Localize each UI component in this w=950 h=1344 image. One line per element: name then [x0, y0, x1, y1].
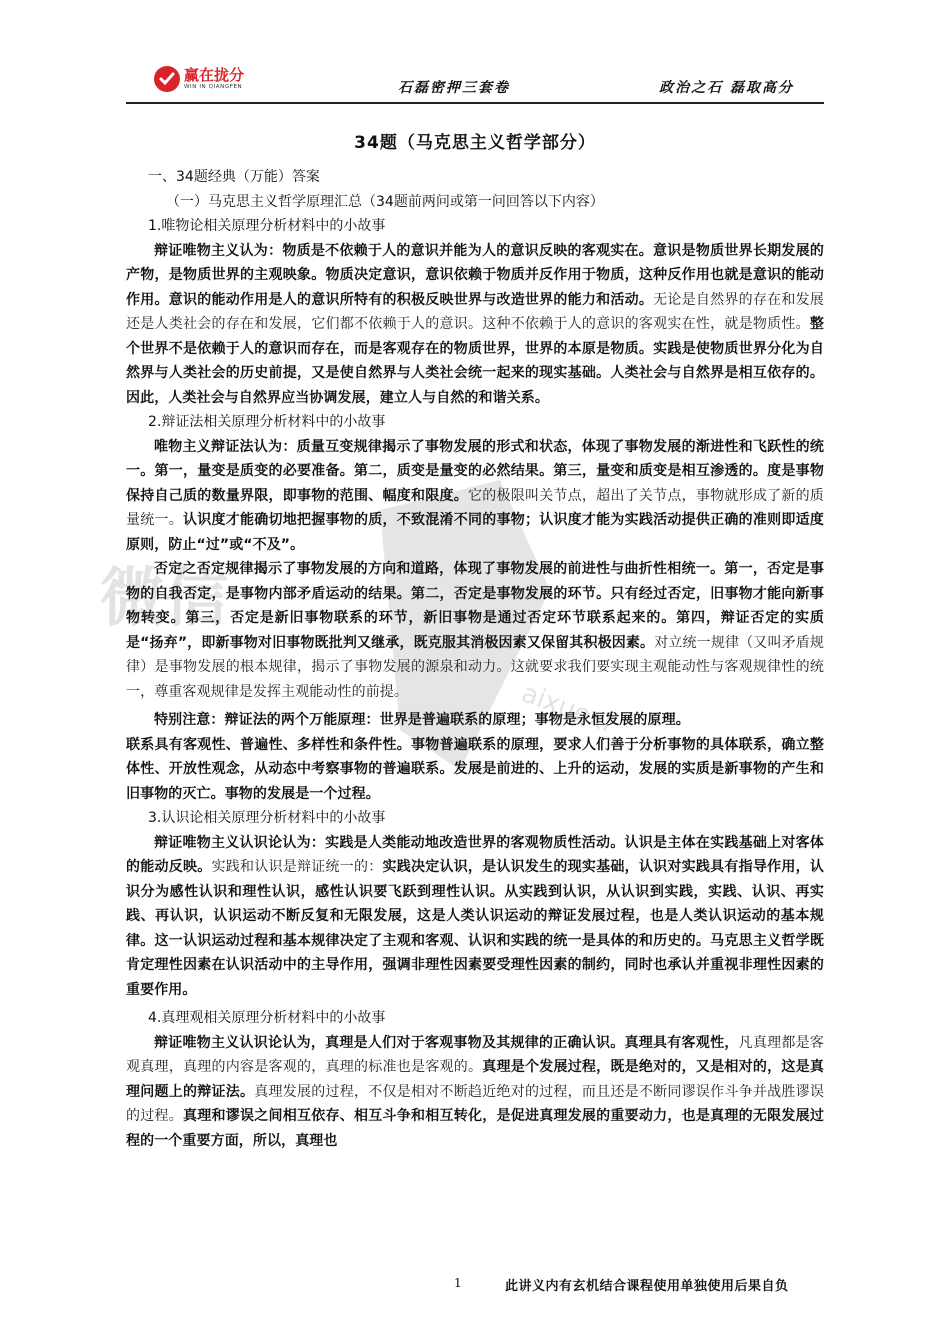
watermark-site: aixuexi: [517, 678, 616, 739]
checkmark-icon: [154, 66, 180, 92]
section-heading: 一、34题经典（万能）答案: [148, 169, 320, 185]
paragraph-truth: 辩证唯物主义认识论认为，真理是人们对于客观事物及其规律的正确认识。真理具有客观性，凡真理都是客观真理，真理的内容是客观的，真理的标准也是客观的。真理是个发展过程，既是绝对的，又是相对的，这是真理问题上的辩证法。真理发展的过程，不仅是相对不断趋近绝对的过程，而且还是不断同谬误作斗争并战胜谬误的过程。真理和谬误之间相互依存、相互斗争和相互转化，是促进真理发展的重要动力，也是真理的无限发展过程的一个重要方面，所以，真理也: [126, 1034, 825, 1149]
paragraph-negation: 否定之否定规律揭示了事物发展的方向和道路，体现了事物发展的前进性与曲折性相统一。第一，否定是事物的自我否定，是事物内部矛盾运动的结果。第二，否定是事物发展的环节。只有经过否定，旧事物才能向新事物转变。第三，否定是新旧事物联系的环节，新旧事物是通过否定环节联系起来的。第四，辩证否定的实质是“扬弃”，即新事物对旧事物既批判又继承，既克服其消极因素又保留其积极因素。对立统一规律（又叫矛盾规律）是事物发展的根本规律，揭示了事物发展的源泉和动力。这就要求我们要实现主观能动性与客观规律性的统一，尊重客观规律是发挥主观能动性的前提。: [126, 561, 825, 700]
page-header: [126, 62, 824, 104]
subsection-heading: （一）马克思主义哲学原理汇总（34题前两问或第一问回答以下内容）: [166, 193, 604, 210]
topic-heading-truth: 4.真理观相关原理分析材料中的小故事: [148, 1010, 386, 1026]
brand-logo: [154, 66, 244, 92]
header-slogan: 政治之石 磊取高分: [659, 80, 794, 96]
document-body: [126, 128, 824, 1153]
topic-heading-epistemology: 3.认识论相关原理分析材料中的小故事: [148, 810, 386, 826]
paragraph-epistemology: 辩证唯物主义认识论认为：实践是人类能动地改造世界的客观物质性活动。认识是主体在实践基础上对客体的能动反映。实践和认识是辩证统一的：实践决定认识，是认识发生的现实基础，认识对实践具有指导作用，认识分为感性认识和理性认识，感性认识要飞跃到理性认识。从实践到认识，从认识到实践，实践、认识、再实践、再认识，认识运动不断反复和无限发展，这是人类认识运动的辩证发展过程，也是人类认识运动的基本规律。这一认识运动过程和基本规律决定了主观和客观、认识和实践的统一是具体的和历史的。马克思主义哲学既肯定理性因素在认识活动中的主导作用，强调非理性因素要受理性因素的制约，同时也承认并重视非理性因素的重要作用。: [126, 834, 824, 998]
paragraph-special-note: 特别注意：辩证法的两个万能原理：世界是普遍联系的原理；事物是永恒发展的原理。: [154, 712, 690, 728]
logo-subtitle: WIN IN QIANGFEN: [184, 83, 243, 90]
page-title: 34题（马克思主义哲学部分）: [354, 133, 596, 153]
paragraph-quality-quantity: 唯物主义辩证法认为：质量互变规律揭示了事物发展的形式和状态，体现了事物发展的渐进性和飞跃性的统一。第一，量变是质变的必要准备。第二，质变是量变的必然结果。第三，量变和质变是相互渗透的。度是事物保持自己质的数量界限，即事物的范围、幅度和限度。它的极限叫关节点，超出了关节点，事物就形成了新的质量统一。认识度才能确切地把握事物的质，不致混淆不同的事物；认识度才能为实践活动提供正确的准则即适度原则，防止“过”或“不及”。: [126, 438, 824, 553]
topic-heading-dialectics: 2.辩证法相关原理分析材料中的小故事: [148, 414, 386, 430]
paragraph-connection-development: 联系具有客观性、普遍性、多样性和条件性。事物普遍联系的原理，要求人们善于分析事物的具体联系，确立整体性、开放性观念，从动态中考察事物的普遍联系。发展是前进的、上升的运动，发展的实质是新事物的产生和旧事物的灭亡。事物的发展是一个过程。: [126, 736, 824, 802]
page-number: 1: [454, 1276, 462, 1290]
paragraph-materialism: 辩证唯物主义认为：物质是不依赖于人的意识并能为人的意识反映的客观实在。意识是物质世界长期发展的产物，是物质世界的主观映象。物质决定意识，意识依赖于物质并反作用于物质，这种反作用也就是意识的能动作用。意识的能动作用是人的意识所特有的积极反映世界与改造世界的能力和活动。无论是自然界的存在和发展还是人类社会的存在和发展，它们都不依赖于人的意识。这种不依赖于人的意识的客观实在性，就是物质性。整个世界不是依赖于人的意识而存在，而是客观存在的物质世界，世界的本原是物质。实践是使物质世界分化为自然界与人类社会的历史前提，又是使自然界与人类社会统一起来的现实基础。人类社会与自然界是相互依存的。因此，人类社会与自然界应当协调发展，建立人与自然的和谐关系。: [126, 242, 824, 406]
logo-name: 赢在拢分: [184, 65, 245, 84]
header-series-title: 石磊密押三套卷: [398, 80, 510, 96]
footer-disclaimer: 此讲义内有玄机结合课程使用单独使用后果自负: [505, 1279, 789, 1294]
watermark-text: 微信: [100, 562, 228, 636]
topic-heading-materialism: 1.唯物论相关原理分析材料中的小故事: [148, 218, 386, 234]
